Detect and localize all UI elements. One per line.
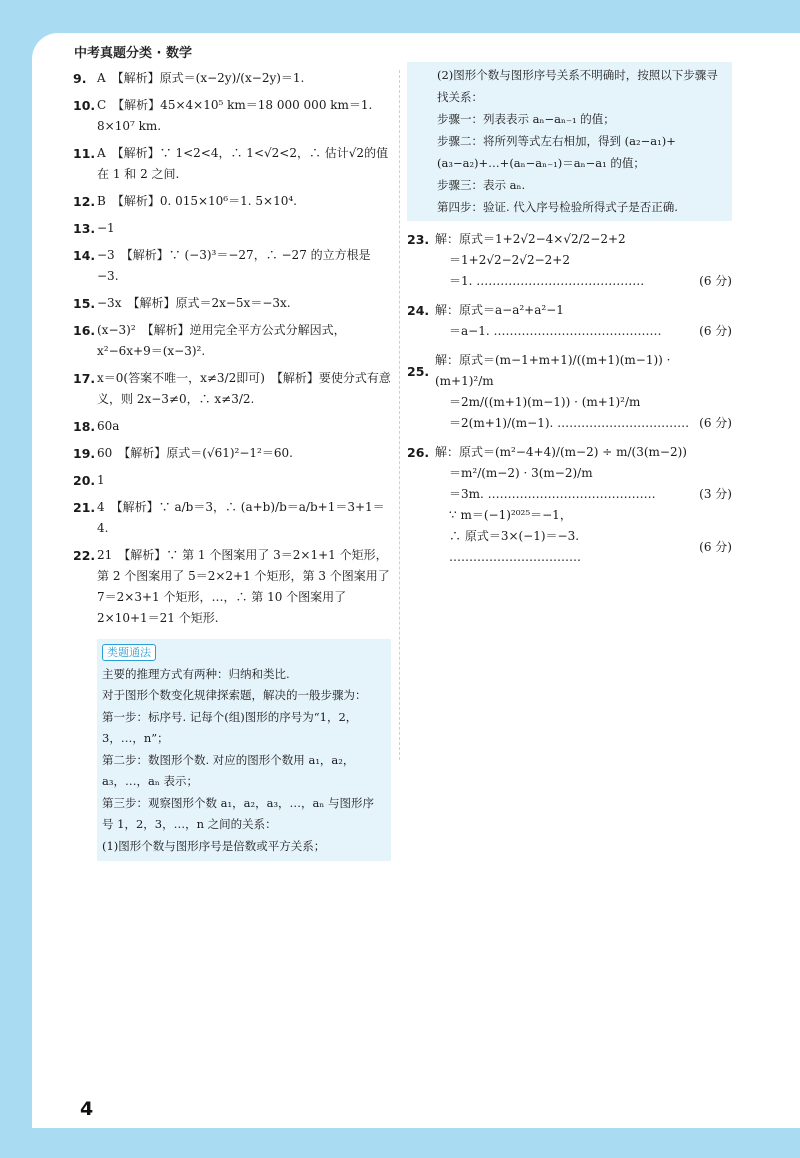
answer-item xyxy=(73,191,391,212)
solution-line xyxy=(407,271,732,292)
solution-text: ＝2m/((m+1)(m−1)) · (m+1)²/m xyxy=(449,395,641,409)
answer-number: 22. xyxy=(73,548,96,563)
answer-text: 21 【解析】∵ 第 1 个图案用了 3＝2×1+1 个矩形，第 2 个图案用了 5＝2×2+1 个矩形，第 3 个图案用了 7＝2×3+1 个矩形，…，∴ 第 10 个图案用了 2×10+1＝21 个矩形. xyxy=(97,548,390,625)
answer-number: 14. xyxy=(73,248,96,263)
answer-item xyxy=(73,218,391,239)
method-box-continued xyxy=(407,62,732,221)
method-step-line: (2)图形个数与图形序号关系不明确时，按照以下步骤寻找关系： xyxy=(437,68,718,104)
answer-text: 60a xyxy=(97,419,120,433)
column-divider xyxy=(399,70,400,760)
solution-score: (6 分) xyxy=(699,539,732,554)
answer-number: 19. xyxy=(73,446,96,461)
method-lines xyxy=(102,664,385,858)
answer-text: −1 xyxy=(97,221,115,235)
method-line: 对于图形个数变化规律探索题，解决的一般步骤为： xyxy=(102,688,367,702)
answer-number: 20. xyxy=(73,473,96,488)
left-column xyxy=(73,68,391,861)
solution-line xyxy=(407,413,732,434)
answer-text: A 【解析】原式＝(x−2y)/(x−2y)＝1. xyxy=(97,71,305,85)
method-line: 第二步：数图形个数. 对应的图形个数用 a₁，a₂，a₃，…，aₙ 表示； xyxy=(102,752,355,788)
answer-number: 10. xyxy=(73,98,96,113)
solution-line xyxy=(407,300,732,321)
solution-line xyxy=(407,442,732,463)
solution-block xyxy=(407,350,732,434)
solution-line xyxy=(407,505,732,526)
answer-text: 60 【解析】原式＝(√61)²−1²＝60. xyxy=(97,446,293,460)
solution-text: ＝m²/(m−2) · 3(m−2)/m xyxy=(449,466,593,480)
right-column xyxy=(407,62,732,568)
solution-number: 23. xyxy=(407,232,430,247)
answer-number: 13. xyxy=(73,221,96,236)
answer-text: −3x 【解析】原式＝2x−5x＝−3x. xyxy=(97,296,291,310)
solution-score: (6 分) xyxy=(699,416,732,430)
solution-text: ＝2(m+1)/(m−1). …………………………… xyxy=(449,416,690,430)
solution-block xyxy=(407,300,732,342)
solution-number: 25. xyxy=(407,363,430,379)
solution-number: 24. xyxy=(407,303,430,318)
answer-item xyxy=(73,320,391,362)
solutions-list xyxy=(407,229,732,568)
answer-item xyxy=(73,95,391,137)
answer-number: 9. xyxy=(73,71,87,86)
page-header: 中考真题分类 · 数学 xyxy=(74,46,192,61)
answer-text: (x−3)² 【解析】逆用完全平方公式分解因式，x²−6x+9＝(x−3)². xyxy=(97,323,346,358)
method-step-line: 步骤一：列表表示 aₙ−aₙ₋₁ 的值； xyxy=(437,112,615,126)
solution-text: ∴ 原式＝3×(−1)＝−3. …………………………… xyxy=(449,529,581,564)
solution-line xyxy=(407,350,732,392)
solution-line xyxy=(407,392,732,413)
answer-text: 4 【解析】∵ a/b＝3，∴ (a+b)/b＝a/b+1＝3+1＝4. xyxy=(97,500,385,535)
solution-number: 26. xyxy=(407,445,430,460)
solution-line xyxy=(407,463,732,484)
solution-score: (6 分) xyxy=(699,274,732,288)
method-line: 第一步：标序号. 记每个(组)图形的序号为“1，2，3，…，n”； xyxy=(102,709,358,745)
answer-number: 18. xyxy=(73,419,96,434)
answer-item xyxy=(73,470,391,491)
answer-item xyxy=(73,497,391,539)
solution-text: 解：原式＝(m²−4+4)/(m−2) ÷ m/(3(m−2)) xyxy=(435,445,687,459)
answer-item xyxy=(73,68,391,89)
answer-text: 1 xyxy=(97,473,105,487)
solution-line xyxy=(407,250,732,271)
answer-item xyxy=(73,293,391,314)
solution-block xyxy=(407,442,732,568)
solution-text: ＝a−1. …………………………………… xyxy=(449,324,662,338)
method-step-line: 步骤二：将所列等式左右相加，得到 (a₂−a₁)+(a₃−a₂)+…+(aₙ−aₙ₋₁)＝aₙ−a₁ 的值； xyxy=(437,134,676,170)
solution-line xyxy=(407,229,732,250)
answer-text: B 【解析】0. 015×10⁶＝1. 5×10⁴. xyxy=(97,194,297,208)
answer-list xyxy=(73,68,391,635)
solution-line xyxy=(407,484,732,505)
answer-item xyxy=(73,245,391,287)
solution-block xyxy=(407,229,732,292)
solution-text: ∵ m＝(−1)²⁰²⁵＝−1， xyxy=(449,508,572,522)
solution-score: (3 分) xyxy=(699,487,732,501)
answer-text: −3 【解析】∵ (−3)³＝−27，∴ −27 的立方根是−3. xyxy=(97,248,371,283)
answer-item xyxy=(73,443,391,464)
method-tag: 类题通法 xyxy=(102,644,156,661)
solution-text: ＝3m. …………………………………… xyxy=(449,487,656,501)
solution-text: ＝1. …………………………………… xyxy=(449,274,645,288)
answer-text: x＝0(答案不唯一，x≠3/2即可) 【解析】要使分式有意义，则 2x−3≠0，∴ x≠3/2. xyxy=(97,371,391,406)
page-number: 4 xyxy=(80,1098,94,1120)
method-line: (1)图形个数与图形序号是倍数或平方关系； xyxy=(102,838,326,853)
method-step-line: 步骤三：表示 aₙ. xyxy=(437,178,526,192)
answer-number: 17. xyxy=(73,371,96,386)
answer-number: 11. xyxy=(73,146,96,161)
solution-text: ＝1+2√2−2√2−2+2 xyxy=(449,253,570,267)
answer-number: 21. xyxy=(73,500,96,515)
answer-number: 15. xyxy=(73,296,96,311)
answer-item xyxy=(73,545,391,629)
answer-number: 12. xyxy=(73,194,96,209)
answer-number: 16. xyxy=(73,323,96,338)
answer-item xyxy=(73,416,391,437)
method-line: 主要的推理方式有两种：归纳和类比. xyxy=(102,666,290,681)
method-box xyxy=(97,639,391,861)
answer-text: C 【解析】45×4×10⁵ km＝18 000 000 km＝1. 8×10⁷ km. xyxy=(97,98,373,133)
solution-text: 解：原式＝a−a²+a²−1 xyxy=(435,303,564,317)
solution-line xyxy=(407,321,732,342)
answer-item xyxy=(73,143,391,185)
solution-line xyxy=(407,526,732,568)
solution-score: (6 分) xyxy=(699,324,732,338)
answer-item xyxy=(73,368,391,410)
solution-text: 解：原式＝1+2√2−4×√2/2−2+2 xyxy=(435,232,626,246)
solution-text: 解：原式＝(m−1+m+1)/((m+1)(m−1)) · (m+1)²/m xyxy=(435,353,671,388)
method-step-line: 第四步：验证. 代入序号检验所得式子是否正确. xyxy=(437,200,678,214)
method-line: 第三步：观察图形个数 a₁，a₂，a₃，…，aₙ 与图形序号 1，2，3，…，n 之间的关系： xyxy=(102,795,375,831)
answer-text: A 【解析】∵ 1<2<4，∴ 1<√2<2，∴ 估计√2的值在 1 和 2 之间. xyxy=(97,146,389,181)
